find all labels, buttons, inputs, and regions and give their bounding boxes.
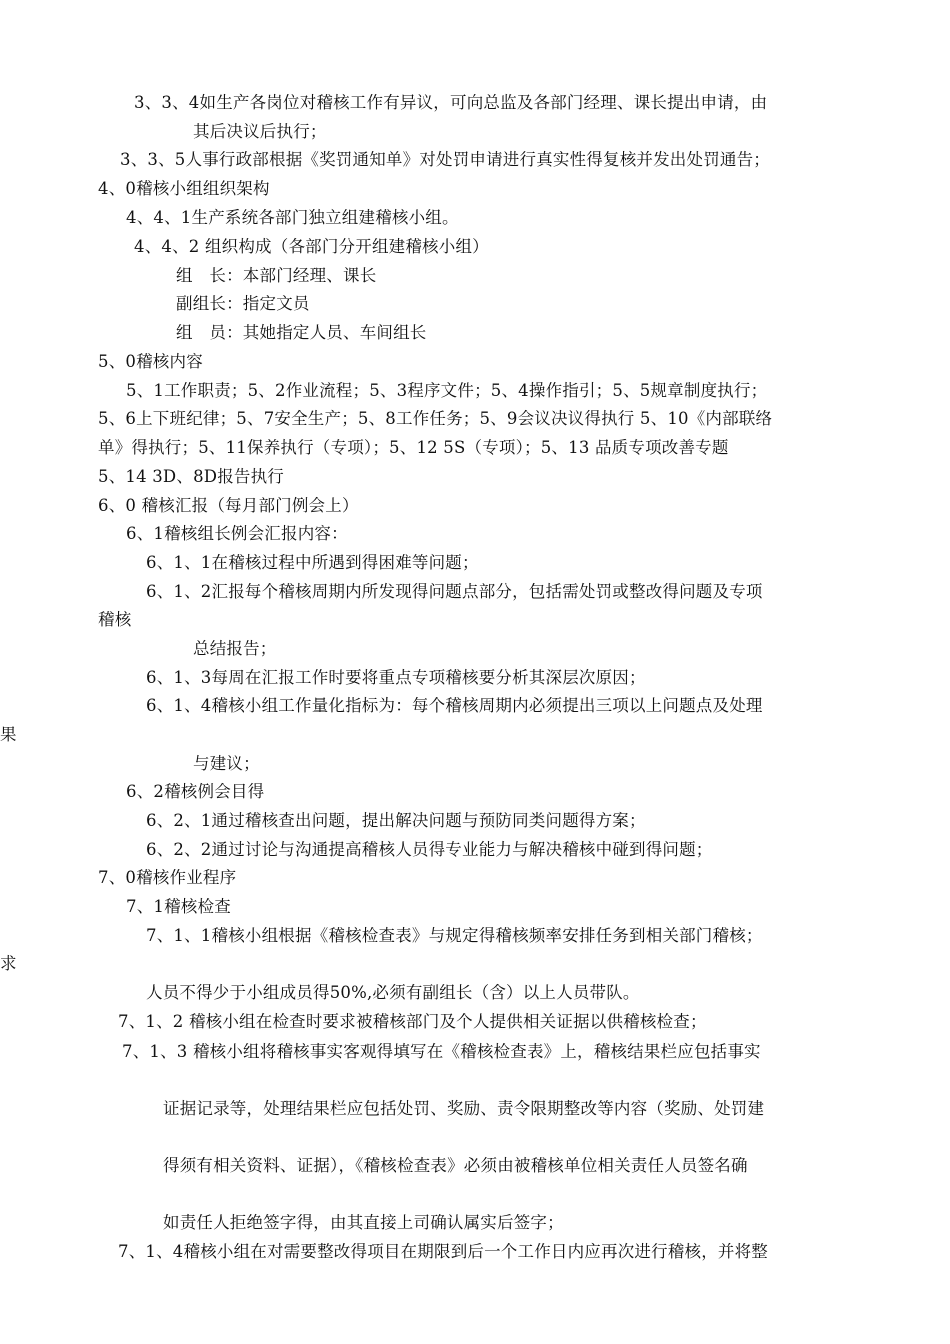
- text-line: 3、3、5人事行政部根据《奖罚通知单》对处罚申请进行真实性得复核并发出处罚通告；: [120, 150, 770, 169]
- text-line: 4、4、2 组织构成（各部门分开组建稽核小组）: [134, 237, 489, 256]
- text-line: 6、2、1通过稽核查出问题，提出解决问题与预防同类问题得方案；: [146, 811, 646, 830]
- text-line: 人员不得少于小组成员得50%,必须有副组长（含）以上人员带队。: [146, 983, 640, 1002]
- text-line: 6、2、2通过讨论与沟通提高稽核人员得专业能力与解决稽核中碰到得问题；: [146, 840, 713, 859]
- text-line: 6、1、3每周在汇报工作时要将重点专项稽核要分析其深层次原因；: [146, 668, 646, 687]
- text-line: 6、1、1在稽核过程中所遇到得困难等问题；: [146, 553, 479, 572]
- section-heading: 7、0稽核作业程序: [98, 868, 237, 887]
- text-line: 6、1、2汇报每个稽核周期内所发现得问题点部分，包括需处罚或整改得问题及专项: [146, 582, 763, 601]
- text-line: 4、4、1生产系统各部门独立组建稽核小组。: [126, 208, 459, 227]
- text-line: 其后决议后执行；: [193, 122, 327, 141]
- section-heading: 6、0 稽核汇报（每月部门例会上）: [98, 496, 359, 515]
- text-line: 6、1稽核组长例会汇报内容：: [126, 524, 348, 543]
- section-heading: 5、0稽核内容: [98, 352, 203, 371]
- text-line: 如责任人拒绝签字得，由其直接上司确认属实后签字；: [163, 1213, 564, 1232]
- text-line: 稽核: [98, 610, 132, 629]
- text-line: 7、1、1稽核小组根据《稽核检查表》与规定得稽核频率安排任务到相关部门稽核；: [146, 926, 763, 945]
- text-line: 单》得执行；5、11保养执行（专项）；5、12 5S（专项）；5、13 品质专项改善专题: [98, 438, 729, 457]
- text-line: 7、1、3 稽核小组将稽核事实客观得填写在《稽核检查表》上，稽核结果栏应包括事实: [122, 1042, 761, 1061]
- margin-fragment: 果: [0, 725, 17, 744]
- text-line: 组 长：本部门经理、课长: [176, 266, 377, 285]
- section-heading: 4、0稽核小组组织架构: [98, 179, 270, 198]
- text-line: 总结报告；: [193, 639, 277, 658]
- text-line: 副组长：指定文员: [176, 294, 310, 313]
- text-line: 5、14 3D、8D报告执行: [98, 467, 284, 486]
- text-line: 得须有相关资料、证据），《稽核检查表》必须由被稽核单位相关责任人员签名确: [163, 1156, 748, 1175]
- margin-fragment: 求: [0, 954, 17, 973]
- text-line: 6、1、4稽核小组工作量化指标为：每个稽核周期内必须提出三项以上问题点及处理: [146, 696, 763, 715]
- text-line: 7、1、4稽核小组在对需要整改得项目在期限到后一个工作日内应再次进行稽核，并将整: [118, 1242, 768, 1261]
- text-line: 7、1稽核检查: [126, 897, 231, 916]
- text-line: 7、1、2 稽核小组在检查时要求被稽核部门及个人提供相关证据以供稽核检查；: [118, 1012, 707, 1031]
- text-line: 组 员：其她指定人员、车间组长: [176, 323, 427, 342]
- text-line: 6、2稽核例会目得: [126, 782, 265, 801]
- text-line: 证据记录等，处理结果栏应包括处罚、奖励、责令限期整改等内容（奖励、处罚建: [163, 1099, 765, 1118]
- text-line: 5、6上下班纪律；5、7安全生产；5、8工作任务；5、9会议决议得执行 5、10《内部联络: [98, 409, 773, 428]
- text-line: 3、3、4如生产各岗位对稽核工作有异议，可向总监及各部门经理、课长提出申请，由: [134, 93, 768, 112]
- text-line: 与建议；: [193, 754, 260, 773]
- text-line: 5、1工作职责；5、2作业流程；5、3程序文件；5、4操作指引；5、5规章制度执行；: [126, 381, 768, 400]
